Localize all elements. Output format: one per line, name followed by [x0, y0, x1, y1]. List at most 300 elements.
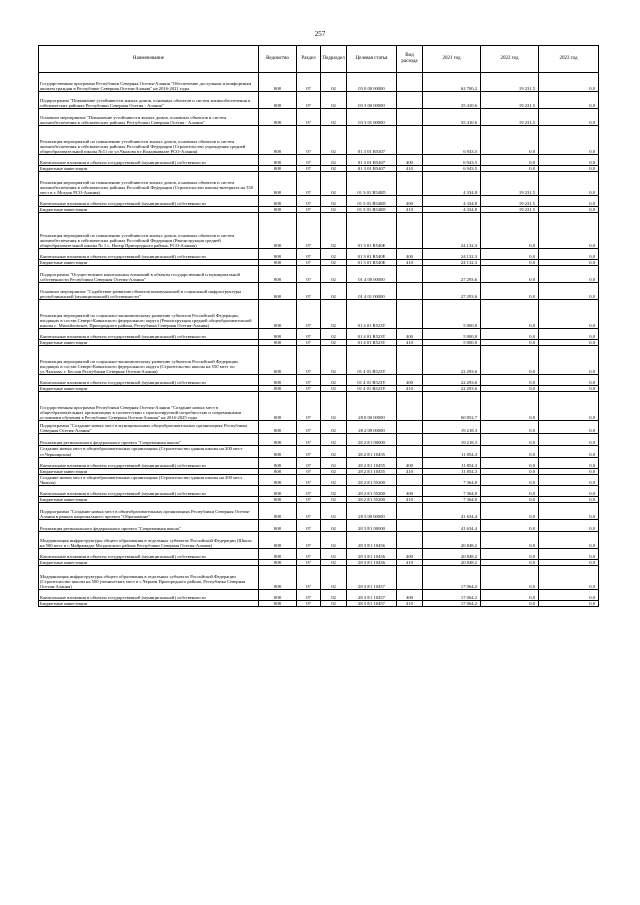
cell-year-2022: 19 231,5: [481, 73, 539, 92]
cell-expense-type: 400: [397, 375, 423, 386]
cell-section: 07: [297, 166, 321, 172]
cell-target-item: 01 3 01 R5407: [347, 166, 397, 172]
cell-target-item: 28 2 Е1 55200: [347, 485, 397, 496]
cell-name: Бюджетные инвестиции: [39, 260, 259, 266]
cell-expense-type: 410: [397, 166, 423, 172]
cell-year-2022: 0,0: [481, 155, 539, 166]
cell-target-item: 03 3 01 00000: [347, 109, 397, 126]
cell-expense-type: [397, 346, 423, 375]
cell-year-2022: 0,0: [481, 346, 539, 375]
cell-name: Бюджетные инвестиции: [39, 386, 259, 392]
cell-section: 07: [297, 421, 321, 434]
cell-expense-type: [397, 474, 423, 485]
cell-year-2022: 0,0: [481, 421, 539, 434]
table-row: [39, 329, 599, 340]
cell-section: 07: [297, 503, 321, 520]
cell-name: Капитальные вложения в объекты государственной (муниципальной) собственности: [39, 155, 259, 166]
cell-department: 808: [259, 92, 297, 109]
cell-expense-type: 410: [397, 260, 423, 266]
cell-target-item: 28 3 Е1 10456: [347, 549, 397, 560]
cell-name: Капитальные вложения в объекты государственной (муниципальной) собственности: [39, 375, 259, 386]
cell-target-item: 01 4 01 00000: [347, 283, 397, 300]
cell-year-2021: 22 293,6: [423, 386, 481, 392]
cell-target-item: 01 3 01 R5407: [347, 155, 397, 166]
cell-subsection: 02: [321, 300, 347, 329]
cell-name: Бюджетные инвестиции: [39, 560, 259, 566]
cell-expense-type: 400: [397, 249, 423, 260]
table-row: [39, 283, 599, 300]
cell-expense-type: 400: [397, 457, 423, 468]
cell-subsection: 02: [321, 207, 347, 213]
cell-target-item: 01 4 01 R523Y: [347, 375, 397, 386]
cell-year-2023: 0,0: [539, 300, 599, 329]
cell-expense-type: 410: [397, 468, 423, 474]
cell-year-2021: 4 334,8: [423, 196, 481, 207]
cell-department: 808: [259, 283, 297, 300]
table-row: [39, 92, 599, 109]
cell-name: Реализация мероприятий по повышению устойчивости жилых домов, основных объектов и систем жизнеобеспечения в сейсмических районах Российской Федерации (Строительство учреждения средней общеобразовательной школы №11 по ул.Чкалова в г.Владикавказе РСО-Алания): [39, 126, 259, 155]
cell-year-2023: 0,0: [539, 566, 599, 590]
cell-section: 07: [297, 109, 321, 126]
cell-section: 07: [297, 249, 321, 260]
cell-section: 07: [297, 468, 321, 474]
cell-subsection: 02: [321, 560, 347, 566]
cell-department: 808: [259, 249, 297, 260]
header-department: Ведомство: [259, 46, 297, 73]
cell-target-item: 01 3 01 R540D: [347, 196, 397, 207]
cell-expense-type: [397, 421, 423, 434]
cell-section: 07: [297, 392, 321, 421]
cell-year-2023: 0,0: [539, 590, 599, 601]
cell-name: Капитальные вложения в объекты государственной (муниципальной) собственности: [39, 457, 259, 468]
page-number: 257: [314, 30, 326, 38]
table-row: [39, 346, 599, 375]
table-row: [39, 249, 599, 260]
cell-expense-type: [397, 73, 423, 92]
cell-target-item: 28 2 Е1 10455: [347, 446, 397, 457]
cell-target-item: 01 4 01 R523Y: [347, 346, 397, 375]
cell-year-2023: 0,0: [539, 392, 599, 421]
cell-target-item: 28 0 00 00000: [347, 392, 397, 421]
cell-section: 07: [297, 386, 321, 392]
cell-section: 07: [297, 92, 321, 109]
cell-year-2023: 0,0: [539, 266, 599, 283]
cell-name: Бюджетные инвестиции: [39, 468, 259, 474]
cell-year-2021: 7 364,0: [423, 485, 481, 496]
table-row: [39, 109, 599, 126]
cell-target-item: 28 2 00 00000: [347, 421, 397, 434]
cell-subsection: 02: [321, 434, 347, 446]
cell-name: Подпрограмма "Создание новых мест в муниципальных общеобразовательных организациях Республики Северная Осетия-Алания": [39, 421, 259, 434]
cell-department: 808: [259, 485, 297, 496]
cell-expense-type: 410: [397, 386, 423, 392]
cell-department: 808: [259, 172, 297, 196]
cell-expense-type: 400: [397, 329, 423, 340]
cell-year-2023: 0,0: [539, 166, 599, 172]
table-row: [39, 601, 599, 607]
cell-section: 07: [297, 560, 321, 566]
cell-year-2021: 5 000,0: [423, 340, 481, 346]
cell-year-2022: 0,0: [481, 485, 539, 496]
cell-section: 07: [297, 496, 321, 502]
table-row: [39, 457, 599, 468]
cell-year-2022: 0,0: [481, 266, 539, 283]
cell-department: 808: [259, 560, 297, 566]
cell-year-2021: 6 943,5: [423, 155, 481, 166]
cell-year-2023: 0,0: [539, 283, 599, 300]
cell-year-2023: 0,0: [539, 207, 599, 213]
cell-subsection: 02: [321, 496, 347, 502]
cell-year-2023: 0,0: [539, 496, 599, 502]
cell-department: 808: [259, 375, 297, 386]
cell-department: 808: [259, 109, 297, 126]
cell-expense-type: 410: [397, 601, 423, 607]
cell-department: 808: [259, 386, 297, 392]
header-year-2022: 2022 год: [481, 46, 539, 73]
cell-year-2022: 0,0: [481, 260, 539, 266]
cell-section: 07: [297, 340, 321, 346]
cell-year-2023: 0,0: [539, 346, 599, 375]
cell-year-2022: 19 231,5: [481, 172, 539, 196]
cell-name: Основное мероприятие "Содействие развитию объектов коммунальной и социальной инфраструктуры республиканской (муниципальной) собственности": [39, 283, 259, 300]
cell-expense-type: 410: [397, 207, 423, 213]
cell-expense-type: 410: [397, 496, 423, 502]
cell-year-2022: 0,0: [481, 560, 539, 566]
cell-department: 808: [259, 457, 297, 468]
cell-target-item: 28 3 Е1 10456: [347, 560, 397, 566]
cell-year-2023: 0,0: [539, 126, 599, 155]
table-row: [39, 503, 599, 520]
table-row: [39, 155, 599, 166]
cell-expense-type: 400: [397, 485, 423, 496]
cell-subsection: 02: [321, 155, 347, 166]
cell-year-2021: 6 943,5: [423, 126, 481, 155]
cell-section: 07: [297, 172, 321, 196]
cell-target-item: 01 4 01 R523T: [347, 300, 397, 329]
cell-year-2023: 0,0: [539, 73, 599, 92]
cell-expense-type: [397, 566, 423, 590]
cell-subsection: 02: [321, 421, 347, 434]
cell-expense-type: 410: [397, 340, 423, 346]
cell-name: Подпрограмма "Осуществление капитальных вложений в объекты государственной и муниципальной собственности Республики Северная Осетия-Алания": [39, 266, 259, 283]
cell-section: 07: [297, 566, 321, 590]
cell-year-2021: 11 854,3: [423, 468, 481, 474]
cell-year-2021: 24 132,3: [423, 249, 481, 260]
cell-department: 808: [259, 126, 297, 155]
cell-section: 07: [297, 155, 321, 166]
cell-year-2022: 0,0: [481, 532, 539, 549]
cell-target-item: 28 2 Е1 55200: [347, 496, 397, 502]
cell-subsection: 02: [321, 283, 347, 300]
cell-subsection: 02: [321, 590, 347, 601]
cell-department: 808: [259, 468, 297, 474]
cell-subsection: 02: [321, 520, 347, 532]
cell-name: Капитальные вложения в объекты государственной (муниципальной) собственности: [39, 196, 259, 207]
cell-year-2022: 0,0: [481, 549, 539, 560]
cell-name: Государственная программа Республики Северная Осетия-Алания "Обеспечение доступным и комфортным жильем граждан в Республике Северная Осетия-Алания" на 2016-2021 годы: [39, 73, 259, 92]
table-row: [39, 126, 599, 155]
cell-expense-type: 400: [397, 590, 423, 601]
cell-year-2023: 0,0: [539, 109, 599, 126]
cell-year-2023: 0,0: [539, 434, 599, 446]
cell-year-2021: 62 700,2: [423, 73, 481, 92]
cell-section: 07: [297, 474, 321, 485]
table-row: [39, 566, 599, 590]
cell-section: 07: [297, 266, 321, 283]
cell-subsection: 02: [321, 503, 347, 520]
cell-name: Реализация регионального федерального проекта "Современная школа": [39, 434, 259, 446]
cell-year-2021: 35 410,6: [423, 109, 481, 126]
cell-target-item: 28 2 Е1 00000: [347, 434, 397, 446]
cell-name: Капитальные вложения в объекты государственной (муниципальной) собственности: [39, 549, 259, 560]
cell-subsection: 02: [321, 485, 347, 496]
cell-year-2022: 19 231,5: [481, 196, 539, 207]
cell-target-item: 01 3 01 R540D: [347, 207, 397, 213]
cell-year-2022: 0,0: [481, 520, 539, 532]
cell-year-2023: 0,0: [539, 468, 599, 474]
cell-subsection: 02: [321, 392, 347, 421]
cell-department: 808: [259, 434, 297, 446]
cell-subsection: 02: [321, 549, 347, 560]
cell-department: 808: [259, 601, 297, 607]
cell-section: 07: [297, 346, 321, 375]
cell-year-2022: 0,0: [481, 434, 539, 446]
cell-name: Капитальные вложения в объекты государственной (муниципальной) собственности: [39, 590, 259, 601]
cell-year-2021: 41 634,4: [423, 520, 481, 532]
cell-year-2022: 0,0: [481, 126, 539, 155]
cell-expense-type: [397, 300, 423, 329]
cell-expense-type: 400: [397, 549, 423, 560]
cell-expense-type: [397, 532, 423, 549]
cell-year-2021: 11 854,3: [423, 446, 481, 457]
cell-target-item: 28 3 Е1 10457: [347, 590, 397, 601]
cell-department: 808: [259, 166, 297, 172]
cell-target-item: 03 3 00 00000: [347, 92, 397, 109]
cell-year-2021: 19 218,3: [423, 421, 481, 434]
table-row: [39, 474, 599, 485]
cell-year-2021: 27 293,6: [423, 266, 481, 283]
cell-section: 07: [297, 329, 321, 340]
cell-target-item: 01 3 01 R540E: [347, 260, 397, 266]
cell-expense-type: [397, 434, 423, 446]
cell-year-2023: 0,0: [539, 457, 599, 468]
cell-expense-type: 400: [397, 196, 423, 207]
cell-year-2022: 0,0: [481, 166, 539, 172]
cell-target-item: 28 2 Е1 10455: [347, 457, 397, 468]
cell-year-2022: 0,0: [481, 457, 539, 468]
table-row: [39, 421, 599, 434]
cell-year-2021: 7 364,0: [423, 496, 481, 502]
table-row: [39, 213, 599, 249]
cell-department: 808: [259, 213, 297, 249]
cell-name: Бюджетные инвестиции: [39, 207, 259, 213]
budget-table: [38, 45, 599, 607]
cell-department: 808: [259, 392, 297, 421]
cell-name: Бюджетные инвестиции: [39, 340, 259, 346]
cell-name: Основное мероприятие "Повышение устойчивости жилых домов, основных объектов и систем жизнеобеспечения в сейсмических районах Республики Северная Осетия - Алания": [39, 109, 259, 126]
cell-name: Реализация регионального федерального проекта "Современная школа": [39, 520, 259, 532]
cell-year-2021: 20 848,2: [423, 532, 481, 549]
cell-subsection: 02: [321, 213, 347, 249]
cell-section: 07: [297, 485, 321, 496]
cell-section: 07: [297, 601, 321, 607]
cell-expense-type: [397, 446, 423, 457]
cell-year-2021: 35 410,6: [423, 92, 481, 109]
cell-target-item: 01 3 01 R540D: [347, 172, 397, 196]
cell-year-2023: 0,0: [539, 92, 599, 109]
table-row: [39, 266, 599, 283]
cell-year-2023: 0,0: [539, 340, 599, 346]
cell-year-2022: 0,0: [481, 496, 539, 502]
cell-year-2023: 0,0: [539, 474, 599, 485]
table-row: [39, 392, 599, 421]
cell-section: 07: [297, 126, 321, 155]
cell-target-item: 28 3 Е1 00000: [347, 520, 397, 532]
cell-year-2021: 27 293,6: [423, 283, 481, 300]
cell-name: Модернизация инфраструктуры общего образования в отдельных субъектах Российской Федерации (Школа на 500 мест в с.Майрамадаг Моздокского района Республики Северная Осетия-Алания): [39, 532, 259, 549]
cell-year-2021: 24 132,3: [423, 213, 481, 249]
cell-year-2023: 0,0: [539, 532, 599, 549]
table-row: [39, 73, 599, 92]
cell-department: 808: [259, 549, 297, 560]
cell-year-2022: 19 231,5: [481, 92, 539, 109]
cell-section: 07: [297, 207, 321, 213]
cell-section: 07: [297, 375, 321, 386]
cell-subsection: 02: [321, 386, 347, 392]
cell-target-item: 28 2 Е1 10455: [347, 468, 397, 474]
cell-year-2022: 0,0: [481, 566, 539, 590]
cell-year-2023: 0,0: [539, 329, 599, 340]
cell-year-2023: 0,0: [539, 601, 599, 607]
cell-section: 07: [297, 73, 321, 92]
cell-year-2021: 6 943,5: [423, 166, 481, 172]
cell-expense-type: [397, 172, 423, 196]
table-row: [39, 532, 599, 549]
cell-name: Бюджетные инвестиции: [39, 601, 259, 607]
cell-target-item: 28 3 Е1 10457: [347, 601, 397, 607]
table-row: [39, 375, 599, 386]
cell-name: Модернизация инфраструктуры общего образования в отдельных субъектах Российской Федерации (Строительство школы на 500 ученических мест в с.Чермен Пригородного района, Республика Северная Осетия-Алания): [39, 566, 259, 590]
cell-subsection: 02: [321, 166, 347, 172]
cell-subsection: 02: [321, 340, 347, 346]
cell-section: 07: [297, 213, 321, 249]
cell-year-2022: 0,0: [481, 375, 539, 386]
cell-target-item: 28 2 Е1 55200: [347, 474, 397, 485]
cell-year-2023: 0,0: [539, 485, 599, 496]
table-row: [39, 196, 599, 207]
cell-expense-type: 400: [397, 155, 423, 166]
cell-name: Подпрограмма "Повышение устойчивости жилых домов, основных объектов и систем жизнеобеспечения в сейсмических районах Республики Северная Осетия - Алания": [39, 92, 259, 109]
cell-department: 808: [259, 532, 297, 549]
cell-subsection: 02: [321, 172, 347, 196]
cell-department: 808: [259, 340, 297, 346]
cell-name: Капитальные вложения в объекты государственной (муниципальной) собственности: [39, 249, 259, 260]
header-name: Наименование: [39, 46, 259, 73]
cell-expense-type: [397, 109, 423, 126]
cell-name: Бюджетные инвестиции: [39, 496, 259, 502]
cell-subsection: 02: [321, 126, 347, 155]
cell-name: Капитальные вложения в объекты государственной (муниципальной) собственности: [39, 329, 259, 340]
cell-name: Создание новых мест в общеобразовательных организациях (Строительство здания школы на 200 мест Чикола): [39, 474, 259, 485]
cell-year-2022: 0,0: [481, 213, 539, 249]
cell-expense-type: [397, 503, 423, 520]
cell-target-item: 01 3 01 R540E: [347, 249, 397, 260]
cell-section: 07: [297, 532, 321, 549]
cell-target-item: 03 0 00 00000: [347, 73, 397, 92]
cell-department: 808: [259, 300, 297, 329]
cell-expense-type: [397, 520, 423, 532]
cell-target-item: 28 3 Е1 10456: [347, 532, 397, 549]
cell-name: Реализация мероприятий по повышению устойчивости жилых домов, основных объектов и систем жизнеобеспечения в сейсмических районах Российской Федерации (Реконструкция средней общеобразовательной школы № 1 с. Ногир Пригородного района, РСО-Алания): [39, 213, 259, 249]
cell-department: 808: [259, 474, 297, 485]
cell-section: 07: [297, 457, 321, 468]
table-row: [39, 590, 599, 601]
cell-year-2021: 19 218,3: [423, 434, 481, 446]
cell-expense-type: [397, 126, 423, 155]
cell-department: 808: [259, 207, 297, 213]
cell-target-item: 28 3 Е1 10457: [347, 566, 397, 590]
cell-section: 07: [297, 520, 321, 532]
table-row: [39, 300, 599, 329]
table-row: [39, 549, 599, 560]
cell-target-item: 01 4 00 00000: [347, 266, 397, 283]
cell-year-2021: 11 854,3: [423, 457, 481, 468]
cell-section: 07: [297, 549, 321, 560]
cell-year-2021: 7 364,0: [423, 474, 481, 485]
cell-year-2023: 0,0: [539, 249, 599, 260]
cell-department: 808: [259, 266, 297, 283]
cell-subsection: 02: [321, 266, 347, 283]
cell-target-item: 01 3 01 R540E: [347, 213, 397, 249]
cell-department: 808: [259, 590, 297, 601]
cell-subsection: 02: [321, 92, 347, 109]
cell-name: Создание новых мест в общеобразовательных организациях (Строительство здания школы на 200 мест ст.Черноярская): [39, 446, 259, 457]
cell-year-2021: 20 848,2: [423, 560, 481, 566]
cell-year-2023: 0,0: [539, 172, 599, 196]
cell-section: 07: [297, 300, 321, 329]
cell-expense-type: 410: [397, 560, 423, 566]
cell-subsection: 02: [321, 446, 347, 457]
cell-year-2021: 17 064,2: [423, 601, 481, 607]
cell-department: 808: [259, 73, 297, 92]
cell-year-2022: 0,0: [481, 392, 539, 421]
cell-year-2023: 0,0: [539, 260, 599, 266]
cell-expense-type: [397, 92, 423, 109]
cell-section: 07: [297, 283, 321, 300]
cell-expense-type: [397, 392, 423, 421]
cell-department: 808: [259, 329, 297, 340]
cell-year-2021: 4 334,8: [423, 172, 481, 196]
cell-subsection: 02: [321, 474, 347, 485]
cell-year-2022: 0,0: [481, 601, 539, 607]
cell-target-item: 01 3 01 R5407: [347, 126, 397, 155]
cell-subsection: 02: [321, 249, 347, 260]
cell-year-2023: 0,0: [539, 155, 599, 166]
header-target-item: Целевая статья: [347, 46, 397, 73]
table-row: [39, 446, 599, 457]
cell-name: Реализация мероприятий по повышению устойчивости жилых домов, основных объектов и систем жизнеобеспечения в сейсмических районах Российской Федерации (Строительство школы-интерната на 350 мест в г. Моздок РСО-Алания): [39, 172, 259, 196]
header-subsection: Подраздел: [321, 46, 347, 73]
cell-department: 808: [259, 346, 297, 375]
cell-name: Капитальные вложения в объекты государственной (муниципальной) собственности: [39, 485, 259, 496]
cell-name: Государственная программа Республики Северная Осетия-Алания "Создание новых мест в общеобразовательных организациях в соответствии с прогнозируемой потребностью и современными условиями обучения в Республике Северная Осетия-Алания" на 2016-2025 годы: [39, 392, 259, 421]
header-year-2021: 2021 год: [423, 46, 481, 73]
cell-year-2022: 19 231,5: [481, 109, 539, 126]
cell-year-2021: 22 293,6: [423, 346, 481, 375]
table-row: [39, 172, 599, 196]
cell-subsection: 02: [321, 375, 347, 386]
cell-target-item: 28 3 00 00000: [347, 503, 397, 520]
